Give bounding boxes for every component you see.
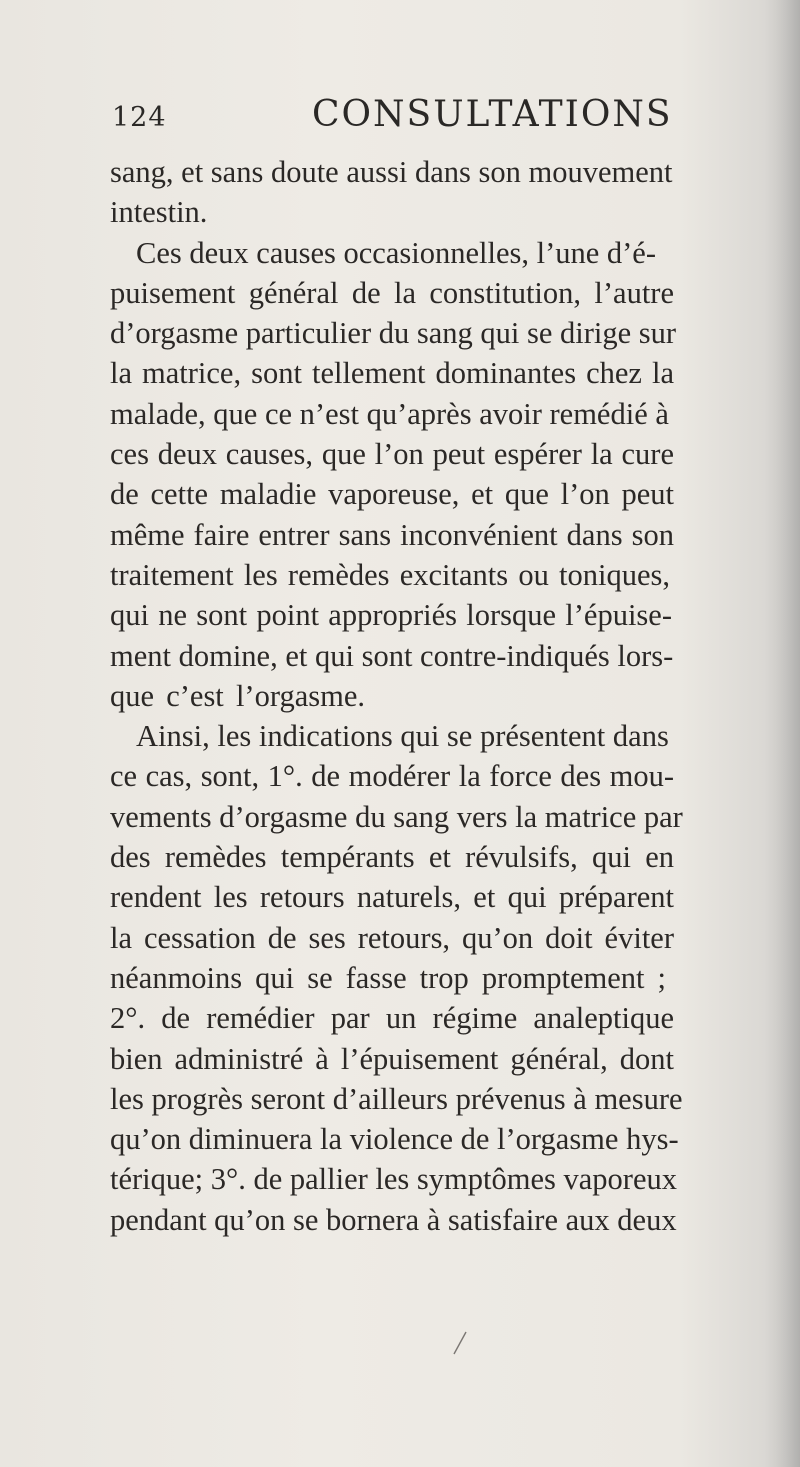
text-line: ces deux causes, que l’on peut espérer la cure xyxy=(110,437,674,472)
running-head: CONSULTATIONS xyxy=(312,94,673,135)
text-line: térique; 3°. de pallier les symptômes vaporeux xyxy=(110,1162,677,1197)
text-line: intestin. xyxy=(110,195,208,230)
text-line: qui ne sont point appropriés lorsque l’épuise- xyxy=(110,598,672,633)
text-line: 2°. de remédier par un régime analeptique xyxy=(110,1001,674,1036)
text-line: de cette maladie vaporeuse, et que l’on peut xyxy=(110,477,674,512)
text-line: même faire entrer sans inconvénient dans son xyxy=(110,517,674,552)
page-number: 124 xyxy=(112,102,167,133)
text-line: Ainsi, les indications qui se présentent dans xyxy=(136,719,669,754)
text-line: sang, et sans doute aussi dans son mouvement xyxy=(110,155,673,189)
text-line: néanmoins qui se fasse trop promptement ; xyxy=(110,960,666,995)
text-line: d’orgasme particulier du sang qui se dirige sur xyxy=(110,316,677,351)
text-line: traitement les remèdes excitants ou toniques, xyxy=(110,557,670,592)
text-line: malade, que ce n’est qu’après avoir remédié à xyxy=(110,396,669,431)
text-line: vements d’orgasme du sang vers la matrice par xyxy=(110,799,683,834)
body-text xyxy=(110,152,800,1240)
page-header xyxy=(112,94,672,144)
text-line: Ces deux causes occasionnelles, l’une d’é- xyxy=(136,235,657,270)
text-line: que c’est l’orgasme. xyxy=(110,678,365,713)
text-line: la cessation de ses retours, qu’on doit éviter xyxy=(110,920,674,955)
text-line: qu’on diminuera la violence de l’orgasme hys- xyxy=(110,1122,679,1157)
text-line: la matrice, sont tellement dominantes chez la xyxy=(110,356,674,391)
text-line: les progrès seront d’ailleurs prévenus à mesure xyxy=(110,1081,683,1116)
pencil-mark xyxy=(450,1330,470,1356)
text-line: ce cas, sont, 1°. de modérer la force des mou- xyxy=(110,759,674,794)
text-line: ment domine, et qui sont contre-indiqués lors- xyxy=(110,638,674,673)
text-line: pendant qu’on se bornera à satisfaire aux deux xyxy=(110,1202,677,1237)
text-line: rendent les retours naturels, et qui préparent xyxy=(110,880,674,915)
text-line: bien administré à l’épuisement général, dont xyxy=(110,1041,674,1076)
text-line: des remèdes tempérants et révulsifs, qui en xyxy=(110,840,674,875)
text-line: puisement général de la constitution, l’autre xyxy=(110,275,674,310)
